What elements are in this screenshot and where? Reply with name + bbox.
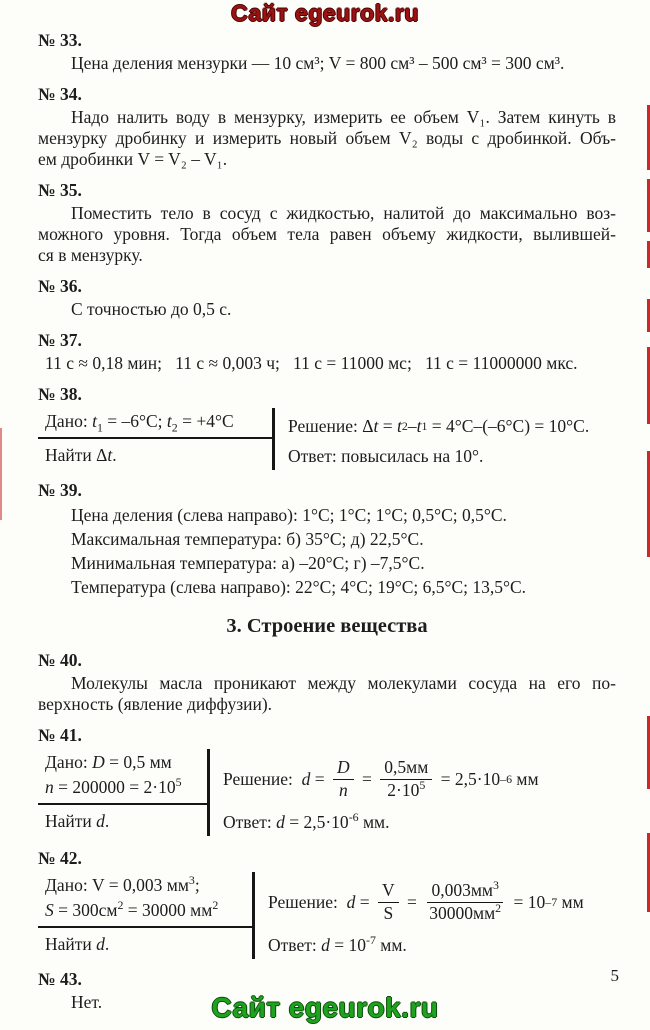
given-line-1: Дано: D = 0,5 мм [45,752,172,772]
given-line-2: $n = 200000 = 2\cdot 10^5$ [45,775,182,797]
problem-35 [38,180,616,266]
solution-column [255,872,616,959]
given-block [38,749,207,805]
find-line: Найти d. [45,934,110,954]
problem-34 [38,84,616,170]
page-number: 5 [610,966,619,985]
given-solution-table [38,408,616,470]
answer-line: Ответ: повысилась на 10°. [288,446,484,466]
problem-37 [38,330,616,374]
problem-number: № 41. [38,725,82,745]
given-line-2: $S = 300см^2 = 30000$ $мм^2$ [45,898,219,920]
problem-42 [38,848,616,959]
given-solution-table [38,872,616,959]
problem-number: № 38. [38,384,82,404]
given-column [38,749,210,836]
problem-number: № 42. [38,848,82,868]
solution-column [210,749,616,836]
problem-39 [38,480,616,599]
answer-line: Ответ: $d = 10^{-7}$ мм. [268,933,407,955]
given-block [38,872,252,928]
problem-text: Нет. [71,992,103,1012]
given-block [38,408,272,439]
problem-text: 11 с ≈ 0,18 мин; 11 с ≈ 0,003 ч; 11 с = 11000 мс; 11 с = 11000000 мкс. [45,353,578,373]
problem-text: С точностью до 0,5 с. [71,299,232,319]
problem-number: № 37. [38,330,82,350]
section-heading: 3. Строение вещества [226,615,428,637]
problem-number: № 33. [38,30,82,50]
problem-number: № 40. [38,650,82,670]
solution-column [275,408,616,470]
solution-line: Решение: d = $\frac{D}{n}$ = $\frac{0,5мм}{2\cdot 10^5}$ = 2,5·10 –6 мм [223,756,539,800]
problem-33 [38,30,616,74]
problem-number: № 36. [38,276,82,296]
problem-number: № 43. [38,969,82,989]
given-column [38,872,255,959]
solution-line: Решение: Δ t = t 2 – t 1 = 4°C–(–6°C) = 10°C. [288,415,590,436]
given-solution-table [38,749,616,836]
answer-line: Ответ: $d = 2,5\cdot 10^{-6}$ мм. [223,810,390,832]
solution-line: Решение: d = $\frac{V}{S}$ = $\frac{0,003мм^3}{30000мм^2}$ = 10 –7 мм [268,878,584,923]
given-line: Дано: $t_1 = -6^\circ C$; $t_2 = +4^\circ C$ [45,411,234,435]
problem-text: Поместить тело в сосуд с жидкостью, налитой до максимально воз- можного уровня. Тогда объем тела равен объему жидкости, вылившей- ся в мензурку. [38,203,616,265]
problem-number: № 34. [38,84,82,104]
problem-40 [38,650,616,715]
given-column [38,408,275,470]
footer-watermark: Сайт egeurok.ru [211,992,439,1023]
problem-36 [38,276,616,320]
problem-text: Надо налить воду в мензурку, измерить ее объем V₁. Затем кинуть в мензурку дробинку и измерить новый объем V₂ воды с дробинкой. Объ- ем дробинки V = V₂ – V₁. [38,107,616,169]
problem-41 [38,725,616,836]
find-line: Найти Δt. [45,445,117,465]
given-line-1: Дано: V = 0,003 $мм^3$; [45,873,200,895]
problem-text: Цена деления (слева направо): 1°C; 1°C; 1°C; 0,5°C; 0,5°C. Максимальная температура: б) 35°C; д) 22,5°C. Минимальная температура: а) –20°C; г) –7,5°C. Температура (слева направо): 22°C; 4°C; 19°C; 6,5°C; 13,5°C. [71,505,527,597]
problem-38 [38,384,616,470]
problem-number: № 39. [38,480,82,500]
problem-text: Молекулы масла проникают между молекулами сосуда на его по- верхность (явление диффузии). [38,673,616,714]
find-line: Найти d. [45,811,110,831]
problem-number: № 35. [38,180,82,200]
problem-text: Цена деления мензурки — 10 см³; V = 800 см³ – 500 см³ = 300 см³. [71,53,565,73]
header-watermark: Сайт egeurok.ru [231,0,419,26]
